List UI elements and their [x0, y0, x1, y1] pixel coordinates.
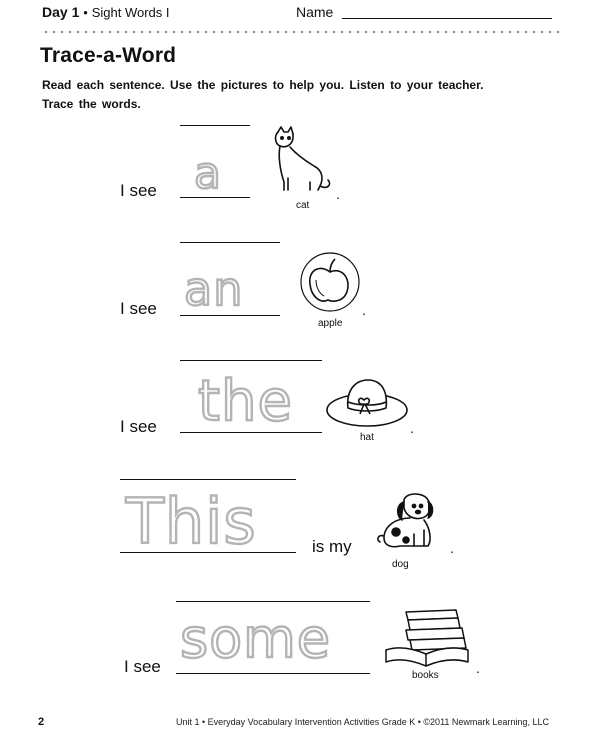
sentence-start: I see: [124, 657, 161, 676]
guide-top-line: [180, 242, 280, 243]
cat-icon: [270, 126, 334, 196]
sentence-start: I see: [120, 299, 157, 318]
dog-icon: [374, 490, 446, 554]
sentence-middle: is my: [312, 537, 352, 556]
write-line: [180, 197, 250, 198]
name-input-line[interactable]: [342, 18, 552, 19]
header-separator: •: [83, 5, 88, 20]
apple-icon: [298, 250, 362, 314]
sentence-period: .: [410, 420, 414, 436]
write-line: [176, 673, 370, 674]
trace-word[interactable]: the: [198, 369, 293, 434]
guide-top-line: [120, 479, 296, 480]
dotted-divider: [42, 30, 562, 34]
books-icon: [384, 608, 472, 668]
page-title: Trace-a-Word: [40, 44, 177, 67]
instruction-line: Read each sentence. Use the pictures to help you. Listen to your teacher.: [42, 78, 484, 92]
guide-top-line: [180, 125, 250, 126]
instructions: [42, 76, 483, 114]
picture-caption: hat: [360, 432, 374, 443]
trace-word[interactable]: an: [184, 262, 244, 316]
picture-caption: cat: [296, 200, 310, 211]
sentence-period: .: [476, 660, 480, 676]
sentence-start: I see: [120, 181, 157, 200]
sentence-period: .: [362, 302, 366, 318]
write-line: [120, 552, 296, 553]
picture-caption: apple: [318, 318, 343, 329]
instruction-line: Trace the words.: [42, 97, 141, 111]
trace-word[interactable]: This: [126, 485, 257, 558]
write-line: [180, 432, 322, 433]
write-line: [180, 315, 280, 316]
trace-word[interactable]: some: [180, 607, 331, 670]
sentence-period: .: [336, 186, 340, 202]
picture-caption: dog: [392, 559, 409, 570]
sentence-start: I see: [120, 417, 157, 436]
picture-caption: books: [412, 670, 439, 681]
day-header: [42, 4, 170, 20]
footer-credits: Unit 1 • Everyday Vocabulary Intervention Activities Grade K • ©2011 Newmark Learning, LLC: [176, 717, 549, 727]
hat-icon: [324, 374, 410, 430]
guide-top-line: [180, 360, 322, 361]
trace-word[interactable]: a: [194, 148, 222, 199]
lesson-subtitle: Sight Words I: [91, 5, 170, 20]
name-label: Name: [296, 4, 334, 20]
guide-top-line: [176, 601, 370, 602]
day-label: Day 1: [42, 4, 80, 20]
sentence-period: .: [450, 540, 454, 556]
page-number: 2: [38, 716, 45, 728]
